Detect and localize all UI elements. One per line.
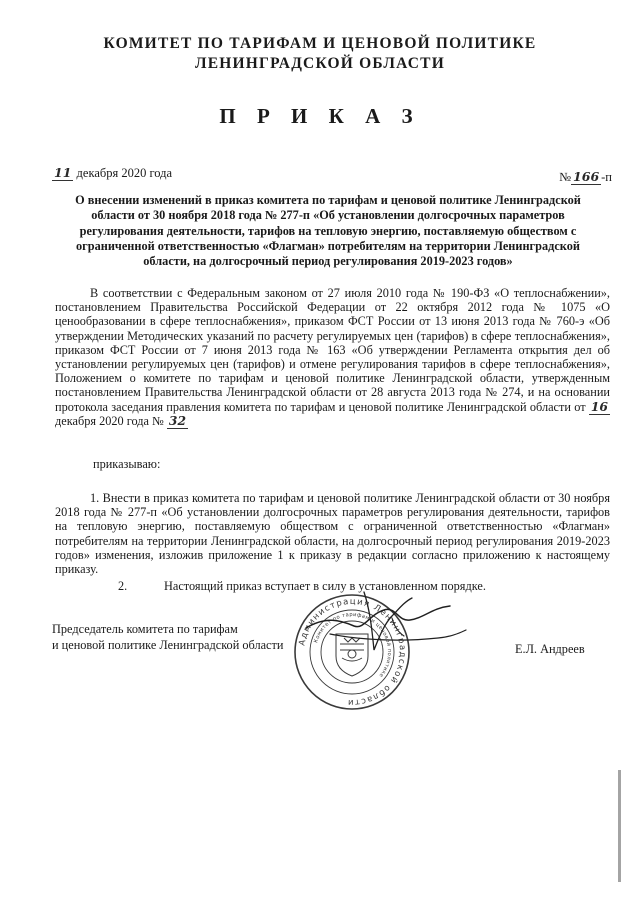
orders-word: приказываю:: [93, 457, 161, 471]
number-prefix: №: [559, 170, 572, 184]
protocol-day-handwritten: 16: [590, 398, 608, 414]
number-handwritten: 166: [573, 169, 600, 184]
seal-inner-text: Комитет по тарифам и ценовой политике: [313, 611, 393, 679]
signer-title-line-1: Председатель комитета по тарифам: [52, 622, 238, 636]
signer-title-line-2: и ценовой политике Ленинградской области: [52, 637, 284, 652]
date-rest: декабря 2020 года: [73, 166, 173, 180]
protocol-number-handwritten: 32: [168, 412, 187, 428]
preamble-mid: декабря 2020 года №: [55, 413, 167, 428]
order-item-1: 1. Внести в приказ комитета по тарифам и ценовой политике Ленинградской области от 30 ноября 2018 года № 277-п «Об установлении долгосрочных параметров регулирования деятельности, тарифов на тепловую энергию, поставляемую обществом с ограниченной ответственностью «Флагман» потребителям на территории Ленинградской области, на долгосрочный период регулирования 2019-2023 годов» изменения, изложив приложение 1 к приказу в редакции согласно приложению к настоящему приказу.: [55, 491, 610, 577]
org-line-1: КОМИТЕТ ПО ТАРИФАМ И ЦЕНОВОЙ ПОЛИТИКЕ: [103, 35, 537, 52]
order-item-2-text: Настоящий приказ вступает в силу в установленном порядке.: [164, 579, 486, 593]
document-type-title: П Р И К А З: [219, 104, 421, 128]
document-date: [52, 165, 172, 181]
document-subject: О внесении изменений в приказ комитета по тарифам и ценовой политике Ленинградской области от 30 ноября 2018 года № 277-п «Об установлении долгосрочных параметров регулирования деятельности, тарифов на тепловую энергию, поставляемую обществом с ограниченной ответственностью «Флагман» потребителям на территории Ленинградской области, на долгосрочный период регулирования 2019-2023 годов»: [75, 193, 581, 269]
preamble-main: В соответствии с Федеральным законом от 27 июля 2010 года № 190-ФЗ «О теплоснабжении», постановлением Правительства Российской Федерации от 22 октября 2012 года № 1075 «О ценообразовании в сфере теплоснабжения», приказом ФСТ России от 13 июня 2013 года № 760-э «Об утверждении Методических указаний по расчету регулируемых цен (тарифов) в сфере теплоснабжения», приказом ФСТ России от 7 июня 2013 года № 163 «Об утверждении Регламента открытия дел об установлении регулируемых цен (тарифов) и отмене регулирования тарифов в сфере теплоснабжения», Положением о комитете по тарифам и ценовой политике Ленинградской области, утвержденным постановлением Правительства Ленинградской области от 28 августа 2013 года № 274, и на основании протокола заседания правления комитета по тарифам и ценовой политике Ленинградской области от: [55, 286, 610, 414]
signer-title: [52, 622, 283, 653]
signer-name: Е.Л. Андреев: [515, 642, 585, 656]
preamble-paragraph: [55, 286, 610, 428]
number-suffix: -п: [601, 170, 612, 184]
handwritten-signature: [300, 580, 470, 690]
document-number: [559, 169, 612, 185]
seal-outer-text: Администрация Ленинградской области: [297, 596, 408, 708]
order-item-2-number: 2.: [118, 579, 128, 593]
scan-edge-artifact: [618, 770, 621, 882]
date-day-handwritten: 11: [54, 165, 72, 180]
org-header: [40, 34, 600, 74]
org-line-2: ЛЕНИНГРАДСКОЙ ОБЛАСТИ: [195, 55, 445, 72]
